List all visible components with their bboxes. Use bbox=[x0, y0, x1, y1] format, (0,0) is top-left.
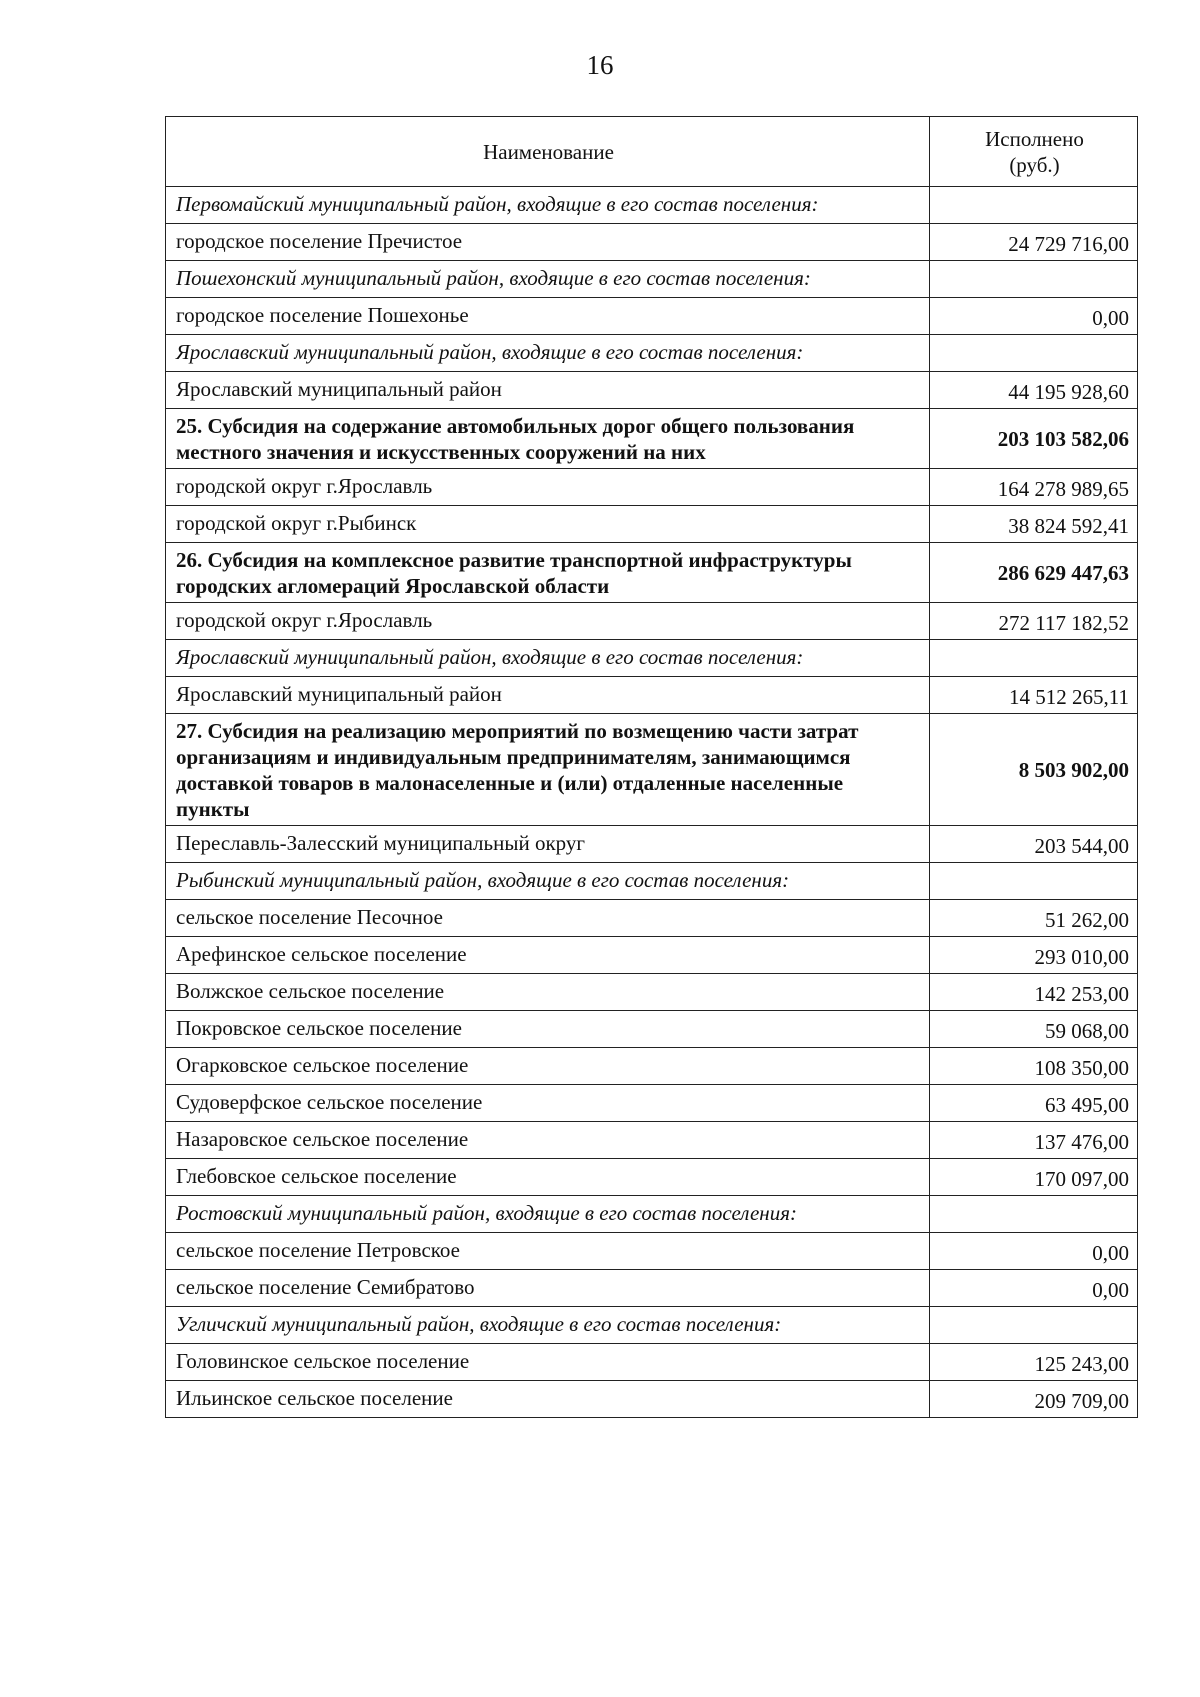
column-header-amount-line2: (руб.) bbox=[1009, 153, 1060, 177]
table-row bbox=[166, 506, 1138, 543]
table-row bbox=[166, 1159, 1138, 1196]
row-amount-cell: 286 629 447,63 bbox=[930, 543, 1138, 603]
table-row bbox=[166, 1381, 1138, 1418]
row-amount-cell: 8 503 902,00 bbox=[930, 714, 1138, 826]
row-name-cell: Судоверфское сельское поселение bbox=[166, 1085, 930, 1122]
table-row bbox=[166, 677, 1138, 714]
district-group-row bbox=[166, 187, 1138, 224]
row-amount-cell: 164 278 989,65 bbox=[930, 469, 1138, 506]
table-row bbox=[166, 826, 1138, 863]
row-name-cell: 27. Субсидия на реализацию мероприятий по возмещению части затрат организациям и индивидуальным предпринимателям, занимающимся доставкой товаров в малонаселенные и (или) отдаленные населенные пункты bbox=[166, 714, 930, 826]
column-header-name: Наименование bbox=[166, 117, 930, 187]
row-amount-cell: 170 097,00 bbox=[930, 1159, 1138, 1196]
row-name-cell: Ярославский муниципальный район, входящие в его состав поселения: bbox=[166, 335, 930, 372]
row-amount-cell: 14 512 265,11 bbox=[930, 677, 1138, 714]
row-name-cell: Пошехонский муниципальный район, входящие в его состав поселения: bbox=[166, 261, 930, 298]
row-name-cell: Ильинское сельское поселение bbox=[166, 1381, 930, 1418]
table-row bbox=[166, 469, 1138, 506]
row-name-cell: Волжское сельское поселение bbox=[166, 974, 930, 1011]
row-name-cell: Ярославский муниципальный район, входящие в его состав поселения: bbox=[166, 640, 930, 677]
row-name-cell: Рыбинский муниципальный район, входящие в его состав поселения: bbox=[166, 863, 930, 900]
table-row bbox=[166, 298, 1138, 335]
row-name-cell: Ростовский муниципальный район, входящие в его состав поселения: bbox=[166, 1196, 930, 1233]
subsidy-section-row bbox=[166, 409, 1138, 469]
row-amount-cell: 44 195 928,60 bbox=[930, 372, 1138, 409]
table-row bbox=[166, 1085, 1138, 1122]
table-row bbox=[166, 1270, 1138, 1307]
row-name-cell: городское поселение Пречистое bbox=[166, 224, 930, 261]
row-amount-cell: 38 824 592,41 bbox=[930, 506, 1138, 543]
row-name-cell: Глебовское сельское поселение bbox=[166, 1159, 930, 1196]
row-name-cell: сельское поселение Песочное bbox=[166, 900, 930, 937]
row-amount-cell: 209 709,00 bbox=[930, 1381, 1138, 1418]
district-group-row bbox=[166, 640, 1138, 677]
row-amount-cell: 63 495,00 bbox=[930, 1085, 1138, 1122]
row-amount-cell bbox=[930, 261, 1138, 298]
row-name-cell: Первомайский муниципальный район, входящие в его состав поселения: bbox=[166, 187, 930, 224]
district-group-row bbox=[166, 1196, 1138, 1233]
row-name-cell: Огарковское сельское поселение bbox=[166, 1048, 930, 1085]
row-amount-cell bbox=[930, 335, 1138, 372]
row-amount-cell: 59 068,00 bbox=[930, 1011, 1138, 1048]
row-amount-cell: 0,00 bbox=[930, 1270, 1138, 1307]
district-group-row bbox=[166, 1307, 1138, 1344]
table-row bbox=[166, 900, 1138, 937]
table-row bbox=[166, 974, 1138, 1011]
table-row bbox=[166, 1344, 1138, 1381]
row-amount-cell bbox=[930, 187, 1138, 224]
district-group-row bbox=[166, 261, 1138, 298]
row-name-cell: городское поселение Пошехонье bbox=[166, 298, 930, 335]
district-group-row bbox=[166, 335, 1138, 372]
column-header-amount bbox=[930, 117, 1138, 187]
row-amount-cell: 203 544,00 bbox=[930, 826, 1138, 863]
table-row bbox=[166, 1122, 1138, 1159]
row-name-cell: 26. Субсидия на комплексное развитие транспортной инфраструктуры городских агломераций Ярославской области bbox=[166, 543, 930, 603]
district-group-row bbox=[166, 863, 1138, 900]
row-amount-cell bbox=[930, 640, 1138, 677]
row-name-cell: Головинское сельское поселение bbox=[166, 1344, 930, 1381]
table-header-row bbox=[166, 117, 1138, 187]
table-row bbox=[166, 1048, 1138, 1085]
table-row bbox=[166, 1233, 1138, 1270]
row-amount-cell: 142 253,00 bbox=[930, 974, 1138, 1011]
row-name-cell: Назаровское сельское поселение bbox=[166, 1122, 930, 1159]
page-number: 16 bbox=[586, 50, 614, 80]
row-amount-cell: 137 476,00 bbox=[930, 1122, 1138, 1159]
row-name-cell: сельское поселение Семибратово bbox=[166, 1270, 930, 1307]
table-body bbox=[166, 187, 1138, 1418]
report-table bbox=[165, 116, 1138, 1418]
row-amount-cell: 51 262,00 bbox=[930, 900, 1138, 937]
row-name-cell: городской округ г.Ярославль bbox=[166, 469, 930, 506]
row-name-cell: сельское поселение Петровское bbox=[166, 1233, 930, 1270]
row-amount-cell: 272 117 182,52 bbox=[930, 603, 1138, 640]
table-row bbox=[166, 603, 1138, 640]
table-row bbox=[166, 372, 1138, 409]
row-name-cell: Переславль-Залесский муниципальный округ bbox=[166, 826, 930, 863]
row-name-cell: Покровское сельское поселение bbox=[166, 1011, 930, 1048]
row-name-cell: 25. Субсидия на содержание автомобильных дорог общего пользования местного значения и искусственных сооружений на них bbox=[166, 409, 930, 469]
row-name-cell: Ярославский муниципальный район bbox=[166, 372, 930, 409]
subsidy-section-row bbox=[166, 543, 1138, 603]
row-name-cell: Ярославский муниципальный район bbox=[166, 677, 930, 714]
row-amount-cell: 0,00 bbox=[930, 298, 1138, 335]
row-amount-cell: 24 729 716,00 bbox=[930, 224, 1138, 261]
column-header-amount-line1: Исполнено bbox=[985, 127, 1084, 151]
row-name-cell: Угличский муниципальный район, входящие в его состав поселения: bbox=[166, 1307, 930, 1344]
table-row bbox=[166, 937, 1138, 974]
row-amount-cell: 125 243,00 bbox=[930, 1344, 1138, 1381]
row-name-cell: Арефинское сельское поселение bbox=[166, 937, 930, 974]
table-row bbox=[166, 224, 1138, 261]
row-amount-cell: 108 350,00 bbox=[930, 1048, 1138, 1085]
row-amount-cell bbox=[930, 1307, 1138, 1344]
row-amount-cell: 293 010,00 bbox=[930, 937, 1138, 974]
row-amount-cell: 0,00 bbox=[930, 1233, 1138, 1270]
subsidy-section-row bbox=[166, 714, 1138, 826]
row-name-cell: городской округ г.Рыбинск bbox=[166, 506, 930, 543]
row-name-cell: городской округ г.Ярославль bbox=[166, 603, 930, 640]
row-amount-cell bbox=[930, 1196, 1138, 1233]
row-amount-cell bbox=[930, 863, 1138, 900]
table-row bbox=[166, 1011, 1138, 1048]
row-amount-cell: 203 103 582,06 bbox=[930, 409, 1138, 469]
